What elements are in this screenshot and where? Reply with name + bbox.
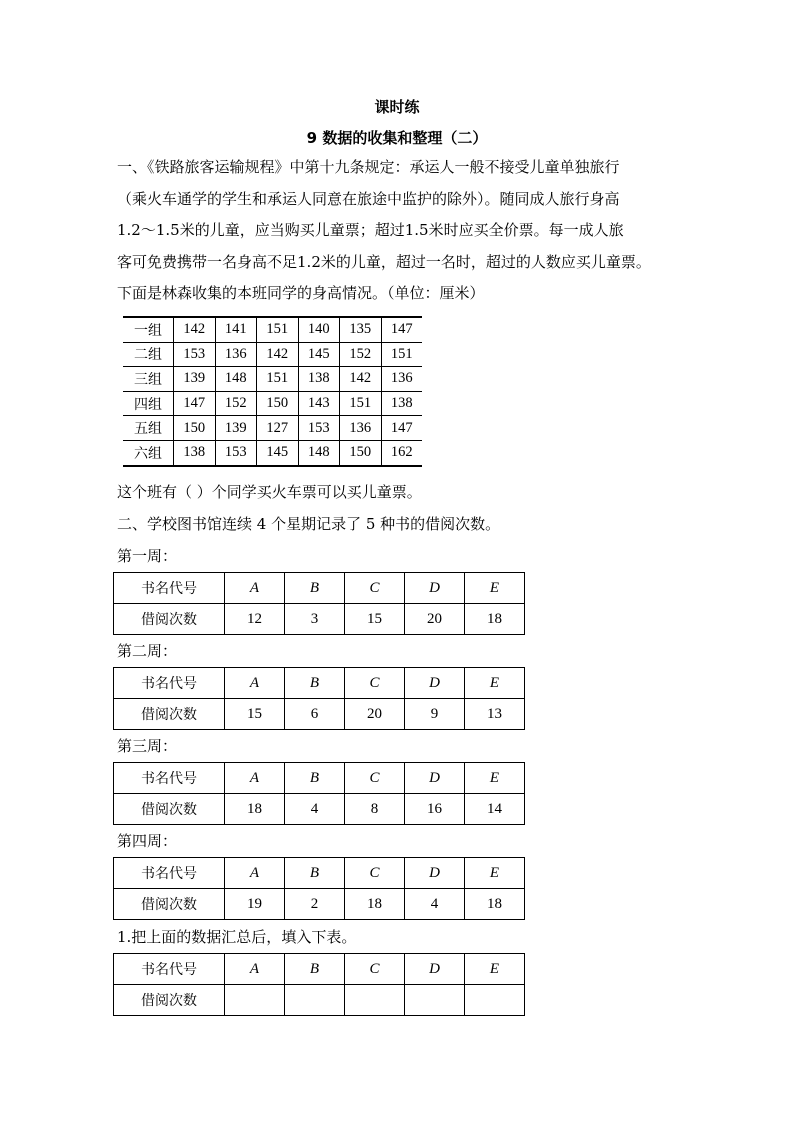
week-label: 第四周： <box>117 832 178 850</box>
book-code: D <box>405 573 465 604</box>
borrow-count-header: 借阅次数 <box>114 699 225 730</box>
question-1-line: 1.2～1.5米的儿童，应当购买儿童票；超过1.5米时应买全价票。每一成人旅 <box>117 221 624 239</box>
borrow-count: 16 <box>405 794 465 825</box>
book-code: E <box>465 954 525 985</box>
borrow-count: 3 <box>285 604 345 635</box>
week-label: 第二周： <box>117 642 178 660</box>
book-code-header: 书名代号 <box>114 954 225 985</box>
height-value: 153 <box>298 416 340 441</box>
book-code: D <box>405 858 465 889</box>
book-code: C <box>345 668 405 699</box>
borrow-count: 20 <box>345 699 405 730</box>
borrow-count-header: 借阅次数 <box>114 889 225 920</box>
borrow-count: 4 <box>405 889 465 920</box>
book-code: D <box>405 763 465 794</box>
height-value: 151 <box>257 317 299 342</box>
height-value: 153 <box>215 440 257 465</box>
height-value: 152 <box>340 342 382 367</box>
book-code: C <box>345 954 405 985</box>
height-row <box>123 416 422 441</box>
borrow-count-row <box>114 604 525 635</box>
question-1-line: 客可免费携带一名身高不足1.2米的儿童，超过一名时，超过的人数应买儿童票。 <box>117 252 651 271</box>
borrow-table-week-3 <box>113 762 525 825</box>
height-value: 151 <box>257 367 299 392</box>
book-code: B <box>285 763 345 794</box>
height-row <box>123 317 422 342</box>
height-value: 136 <box>215 342 257 367</box>
height-value: 136 <box>340 416 382 441</box>
group-label: 二组 <box>123 342 174 367</box>
borrow-count-header: 借阅次数 <box>114 985 225 1016</box>
book-code: C <box>345 858 405 889</box>
borrow-count-header: 借阅次数 <box>114 604 225 635</box>
book-code-row <box>114 573 525 604</box>
height-value: 142 <box>340 367 382 392</box>
book-code: E <box>465 858 525 889</box>
height-value: 142 <box>257 342 299 367</box>
borrow-count-row <box>114 794 525 825</box>
height-value: 147 <box>381 317 422 342</box>
height-value: 143 <box>298 391 340 416</box>
page-title: 课时练 <box>374 98 420 116</box>
group-label: 五组 <box>123 416 174 441</box>
height-value: 150 <box>174 416 216 441</box>
book-code-header: 书名代号 <box>114 573 225 604</box>
book-code: B <box>285 954 345 985</box>
group-label: 一组 <box>123 317 174 342</box>
book-code-row <box>114 954 525 985</box>
height-value: 152 <box>215 391 257 416</box>
height-value: 135 <box>340 317 382 342</box>
height-value: 148 <box>215 367 257 392</box>
height-value: 153 <box>174 342 216 367</box>
borrow-count: 18 <box>465 889 525 920</box>
group-label: 六组 <box>123 440 174 465</box>
height-value: 127 <box>257 416 299 441</box>
book-code: B <box>285 668 345 699</box>
book-code-header: 书名代号 <box>114 763 225 794</box>
book-code: C <box>345 763 405 794</box>
borrow-count: 4 <box>285 794 345 825</box>
height-row <box>123 391 422 416</box>
question-1-text <box>117 152 687 310</box>
book-code: A <box>225 954 285 985</box>
book-code: A <box>225 763 285 794</box>
height-value: 145 <box>257 440 299 465</box>
height-value: 139 <box>215 416 257 441</box>
book-code: E <box>465 763 525 794</box>
borrow-count: 13 <box>465 699 525 730</box>
summary-blank-cell[interactable] <box>225 985 285 1016</box>
height-value: 138 <box>381 391 422 416</box>
height-value: 150 <box>257 391 299 416</box>
book-code: B <box>285 573 345 604</box>
height-row <box>123 342 422 367</box>
borrow-table-week-4 <box>113 857 525 920</box>
borrow-count-row <box>114 889 525 920</box>
height-row <box>123 367 422 392</box>
book-code: E <box>465 668 525 699</box>
question-1-line: （乘火车通学的学生和承运人同意在旅途中监护的除外）。随同成人旅行身高 <box>117 189 620 208</box>
book-code-row <box>114 858 525 889</box>
borrow-count: 8 <box>345 794 405 825</box>
height-value: 138 <box>174 440 216 465</box>
borrow-count: 9 <box>405 699 465 730</box>
question-1-line: 一、《铁路旅客运输规程》中第十九条规定：承运人一般不接受儿童单独旅行 <box>117 158 620 176</box>
borrow-count-row <box>114 985 525 1016</box>
book-code: A <box>225 573 285 604</box>
page-subtitle: 9 数据的收集和整理（二） <box>306 129 488 147</box>
height-value: 140 <box>298 317 340 342</box>
height-value: 141 <box>215 317 257 342</box>
borrow-table-week-1 <box>113 572 525 635</box>
height-value: 151 <box>340 391 382 416</box>
book-code-header: 书名代号 <box>114 668 225 699</box>
borrow-count: 19 <box>225 889 285 920</box>
summary-table <box>113 953 525 1016</box>
borrow-count: 20 <box>405 604 465 635</box>
book-code-row <box>114 668 525 699</box>
question-1-line: 下面是林森收集的本班同学的身高情况。（单位：厘米） <box>117 284 485 302</box>
height-value: 145 <box>298 342 340 367</box>
summary-blank-cell[interactable] <box>285 985 345 1016</box>
book-code: B <box>285 858 345 889</box>
borrow-count: 14 <box>465 794 525 825</box>
height-value: 162 <box>381 440 422 465</box>
question-2-intro: 二、学校图书馆连续 4 个星期记录了 5 种书的借阅次数。 <box>117 515 501 533</box>
book-code: A <box>225 668 285 699</box>
borrow-count-row <box>114 699 525 730</box>
book-code: D <box>405 954 465 985</box>
week-label: 第一周： <box>117 547 178 565</box>
borrow-count: 18 <box>465 604 525 635</box>
borrow-count: 12 <box>225 604 285 635</box>
group-label: 三组 <box>123 367 174 392</box>
height-value: 142 <box>174 317 216 342</box>
borrow-count: 6 <box>285 699 345 730</box>
book-code: E <box>465 573 525 604</box>
borrow-count: 18 <box>345 889 405 920</box>
summary-blank-cell[interactable] <box>405 985 465 1016</box>
height-value: 139 <box>174 367 216 392</box>
borrow-count: 18 <box>225 794 285 825</box>
book-code: A <box>225 858 285 889</box>
borrow-table-week-2 <box>113 667 525 730</box>
book-code-header: 书名代号 <box>114 858 225 889</box>
borrow-count-header: 借阅次数 <box>114 794 225 825</box>
summary-blank-cell[interactable] <box>345 985 405 1016</box>
height-value: 151 <box>381 342 422 367</box>
borrow-count: 2 <box>285 889 345 920</box>
book-code-row <box>114 763 525 794</box>
height-value: 147 <box>381 416 422 441</box>
sub-question-1: 1.把上面的数据汇总后，填入下表。 <box>117 928 357 946</box>
borrow-count: 15 <box>345 604 405 635</box>
height-value: 136 <box>381 367 422 392</box>
height-value: 148 <box>298 440 340 465</box>
borrow-count: 15 <box>225 699 285 730</box>
question-1-blank: 这个班有（ ）个同学买火车票可以买儿童票。 <box>117 483 422 501</box>
week-label: 第三周： <box>117 737 178 755</box>
height-value: 150 <box>340 440 382 465</box>
height-table <box>123 316 422 467</box>
height-row <box>123 440 422 465</box>
height-value: 138 <box>298 367 340 392</box>
height-value: 147 <box>174 391 216 416</box>
book-code: D <box>405 668 465 699</box>
group-label: 四组 <box>123 391 174 416</box>
book-code: C <box>345 573 405 604</box>
summary-blank-cell[interactable] <box>465 985 525 1016</box>
